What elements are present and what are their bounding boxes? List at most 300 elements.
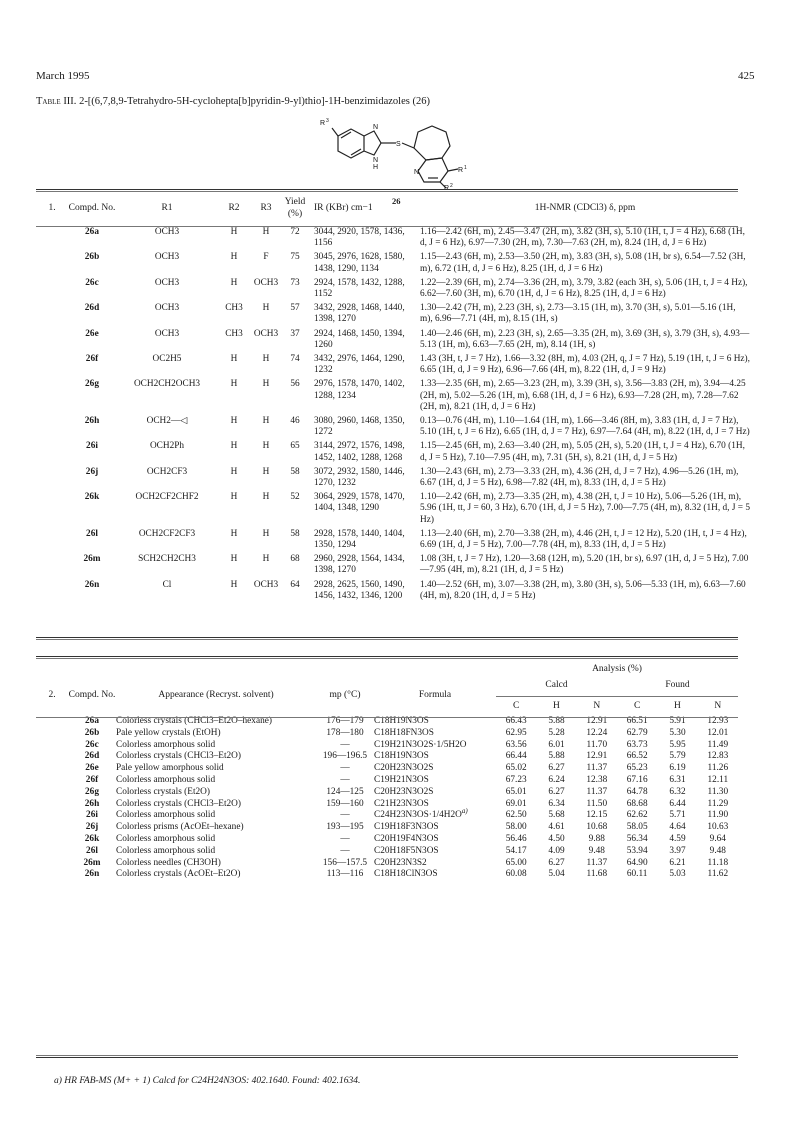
found-h: 5.95 bbox=[669, 739, 686, 750]
col-found: Found bbox=[617, 674, 738, 696]
row-spacer bbox=[36, 528, 68, 553]
table-row bbox=[36, 440, 754, 465]
r2-value: H bbox=[230, 227, 238, 237]
compound-number: 26 bbox=[392, 196, 401, 206]
cycloheptane-ring bbox=[414, 126, 450, 160]
calcd-n: 11.50 bbox=[586, 798, 608, 809]
r2-value: H bbox=[230, 416, 238, 427]
row-spacer bbox=[36, 553, 68, 578]
calcd-c: 62.95 bbox=[505, 727, 527, 738]
compound-no: 26h bbox=[84, 798, 100, 809]
nmr-table-body bbox=[36, 226, 754, 604]
found-n: 11.18 bbox=[707, 857, 729, 868]
calcd-n: 9.48 bbox=[588, 845, 605, 856]
r2-value: H bbox=[230, 441, 238, 452]
r3-value: H bbox=[262, 379, 270, 390]
yield-value: 74 bbox=[290, 354, 300, 365]
col-calcd-n: N bbox=[593, 701, 601, 712]
calcd-c: 65.02 bbox=[505, 763, 527, 774]
found-h: 5.30 bbox=[669, 727, 686, 738]
found-n: 11.62 bbox=[707, 869, 729, 880]
row-spacer bbox=[36, 277, 68, 302]
r1-value: OCH2—◁ bbox=[146, 416, 188, 427]
compound-no: 26j bbox=[85, 466, 99, 477]
r3-value: OCH3 bbox=[253, 277, 279, 288]
ir-value: 3432, 2928, 1468, 1440, 1398, 1270 bbox=[314, 303, 405, 325]
svg-text:2: 2 bbox=[450, 183, 453, 189]
compound-no: 26l bbox=[86, 528, 98, 539]
compound-no: 26e bbox=[85, 328, 99, 339]
row-spacer bbox=[36, 763, 68, 775]
r3-value: H bbox=[262, 354, 270, 365]
appearance-value: Pale yellow amorphous solid bbox=[116, 763, 224, 774]
col-mp: mp (°C) bbox=[329, 690, 361, 700]
ir-value: 2924, 1578, 1432, 1288, 1152 bbox=[314, 277, 405, 300]
row-spacer bbox=[36, 226, 68, 251]
yield-value: 46 bbox=[290, 416, 300, 427]
found-h: 6.19 bbox=[669, 763, 686, 774]
nmr-value: 1.15—2.45 (6H, m), 2.63—3.40 (2H, m), 5.05 (2H, s), 5.20 (1H, t, J = 4 Hz), 6.70 (1H, d, J = 5 Hz), 7.10—7.95 (4H, m), 7.31 (5H, s), 8.21 (1H, d, J = 5 Hz) bbox=[420, 441, 745, 463]
col-found-n: N bbox=[714, 701, 722, 712]
yield-value: 56 bbox=[290, 379, 300, 390]
top-rule bbox=[36, 189, 738, 190]
calcd-h: 6.01 bbox=[548, 739, 565, 750]
r2-value: H bbox=[230, 554, 238, 565]
table-row bbox=[36, 553, 754, 578]
nmr-value: 1.10—2.42 (6H, m), 2.73—3.35 (2H, m), 4.38 (2H, t, J = 10 Hz), 5.06—5.26 (1H, m), 5.96 (1H, tt, J = 60, 3 Hz), 6.70 (1H, d, J = 5 Hz), 7.00—7.75 (4H, m), 8.32 (1H, d, J = 5 Hz) bbox=[420, 492, 750, 525]
running-header-date: March 1995 bbox=[36, 70, 90, 82]
calcd-c: 63.56 bbox=[505, 739, 527, 750]
r1-value: OCH2CF3 bbox=[146, 466, 188, 477]
calcd-c: 66.44 bbox=[505, 751, 527, 762]
found-c: 67.16 bbox=[626, 774, 648, 785]
nmr-value: 1.08 (3H, t, J = 7 Hz), 1.20—3.68 (12H, m), 5.20 (1H, br s), 6.97 (1H, d, J = 5 Hz), 7.00—7.95 (4H, m), 8.21 (1H, d, J = 5 Hz) bbox=[420, 554, 749, 576]
svg-text:N: N bbox=[414, 169, 420, 176]
r1-value: OCH2CH2OCH3 bbox=[133, 379, 201, 390]
row-spacer bbox=[36, 787, 68, 799]
calcd-h: 5.88 bbox=[548, 716, 565, 726]
calcd-h: 5.04 bbox=[548, 869, 565, 880]
r2-value: H bbox=[230, 277, 238, 288]
col-nmr: 1H-NMR (CDCl3) δ, ppm bbox=[534, 202, 636, 213]
found-c: 62.62 bbox=[626, 810, 648, 821]
calcd-h: 6.34 bbox=[548, 798, 565, 809]
found-n: 11.90 bbox=[707, 810, 729, 821]
row-spacer bbox=[36, 869, 68, 881]
svg-text:R: R bbox=[444, 185, 450, 190]
mp-value: 178—180 bbox=[326, 727, 364, 738]
row-spacer bbox=[36, 328, 68, 353]
formula-value: C21H23N3OS bbox=[374, 798, 429, 809]
row-spacer bbox=[36, 799, 68, 811]
r2-value: CH3 bbox=[225, 303, 243, 314]
row-spacer bbox=[36, 846, 68, 858]
calcd-n: 11.37 bbox=[586, 857, 608, 868]
table2-top-rule-thin bbox=[36, 658, 738, 659]
calcd-h: 6.27 bbox=[548, 786, 565, 797]
col-ir: IR (KBr) cm−1 bbox=[314, 202, 373, 213]
table1-bottom-rule-thin bbox=[36, 639, 738, 640]
svg-text:N: N bbox=[373, 157, 379, 164]
r1-value: OCH3 bbox=[154, 328, 180, 339]
r2-value: H bbox=[230, 579, 238, 590]
analysis-table bbox=[36, 660, 738, 881]
col-found-h: H bbox=[674, 701, 681, 712]
col-r3: R3 bbox=[260, 202, 272, 213]
table-row bbox=[36, 251, 754, 276]
table-row bbox=[36, 579, 754, 604]
compound-no: 26b bbox=[84, 252, 100, 263]
found-c: 64.78 bbox=[626, 786, 648, 797]
ir-value: 3432, 2976, 1464, 1290, 1232 bbox=[314, 354, 405, 376]
r2-value: H bbox=[230, 252, 238, 263]
row-spacer bbox=[36, 302, 68, 327]
nmr-value: 1.13—2.40 (6H, m), 2.70—3.38 (2H, m), 4.46 (2H, t, J = 12 Hz), 5.20 (1H, t, J = 4 Hz), 6.69 (1H, d, J = 5 Hz), 7.00—7.78 (4H, m), 8.33 (1H, d, J = 5 Hz) bbox=[420, 528, 747, 551]
table-row bbox=[36, 740, 738, 752]
yield-value: 37 bbox=[290, 328, 300, 339]
appearance-value: Colorless amorphous solid bbox=[116, 810, 216, 821]
compound-no: 26d bbox=[84, 751, 100, 762]
calcd-n: 12.91 bbox=[586, 751, 608, 762]
mp-value: 113—116 bbox=[326, 869, 364, 880]
r3-value: H bbox=[262, 554, 270, 565]
row-spacer bbox=[36, 491, 68, 528]
row-spacer bbox=[36, 775, 68, 787]
col-calcd-c: C bbox=[512, 701, 520, 712]
compound-no: 26f bbox=[85, 774, 99, 785]
row-spacer bbox=[36, 353, 68, 378]
r3-value: OCH3 bbox=[253, 579, 279, 590]
compound-no: 26a bbox=[85, 716, 99, 726]
mp-value: — bbox=[340, 774, 350, 785]
r1-value: OCH3 bbox=[154, 277, 180, 288]
yield-value: 57 bbox=[290, 303, 300, 314]
compound-no: 26n bbox=[84, 579, 100, 590]
calcd-n: 11.70 bbox=[586, 739, 608, 750]
appearance-value: Colorless crystals (CHCl3–Et2O–hexane) bbox=[116, 716, 272, 726]
calcd-c: 62.50 bbox=[505, 810, 527, 821]
found-c: 56.34 bbox=[626, 833, 648, 844]
ir-value: 3064, 2929, 1578, 1470, 1404, 1348, 1290 bbox=[314, 492, 405, 514]
svg-text:R: R bbox=[458, 167, 464, 174]
calcd-h: 4.50 bbox=[548, 833, 565, 844]
ir-value: 3044, 2920, 1578, 1436, 1156 bbox=[314, 227, 405, 249]
formula-value: C20H23N3O2S bbox=[374, 763, 434, 774]
compound-no: 26k bbox=[84, 492, 100, 503]
mp-value: — bbox=[340, 810, 350, 821]
appearance-value: Colorless crystals (CHCl3–Et2O) bbox=[116, 798, 241, 809]
formula-value: C20H23N3O2S bbox=[374, 786, 434, 797]
found-n: 9.48 bbox=[709, 845, 726, 856]
compound-no: 26j bbox=[85, 822, 99, 833]
benzene-ring bbox=[338, 129, 364, 158]
calcd-h: 4.09 bbox=[548, 845, 565, 856]
row-spacer bbox=[36, 728, 68, 740]
compound-no: 26m bbox=[83, 554, 101, 565]
found-h: 6.31 bbox=[669, 774, 686, 785]
found-h: 6.32 bbox=[669, 786, 686, 797]
formula-value: C20H18F5N3OS bbox=[374, 845, 439, 856]
table2-header-rule bbox=[36, 717, 738, 718]
appearance-value: Colorless amorphous solid bbox=[116, 774, 216, 785]
ir-value: 3080, 2960, 1468, 1350, 1272 bbox=[314, 416, 405, 438]
mp-value: — bbox=[340, 763, 350, 774]
yield-value: 65 bbox=[290, 441, 300, 452]
svg-text:R: R bbox=[320, 120, 326, 127]
found-n: 12.93 bbox=[707, 716, 729, 726]
svg-text:N: N bbox=[373, 124, 379, 131]
formula-value: C19H18F3N3OS bbox=[374, 822, 439, 833]
compound-no: 26i bbox=[86, 441, 98, 452]
table-row bbox=[36, 787, 738, 799]
compound-no: 26k bbox=[84, 833, 100, 844]
calcd-n: 12.91 bbox=[586, 716, 608, 726]
compound-no: 26i bbox=[86, 810, 98, 821]
found-n: 12.11 bbox=[707, 774, 729, 785]
mp-value: — bbox=[340, 845, 350, 856]
calcd-h: 5.28 bbox=[548, 727, 565, 738]
r3-value: F bbox=[263, 252, 269, 263]
table-row bbox=[36, 466, 754, 491]
found-h: 6.44 bbox=[669, 798, 686, 809]
row-spacer bbox=[36, 466, 68, 491]
found-c: 63.73 bbox=[626, 739, 648, 750]
mp-value: 176—179 bbox=[326, 716, 364, 726]
appearance-value: Colorless amorphous solid bbox=[116, 833, 216, 844]
r3-value: H bbox=[262, 227, 270, 237]
table-row bbox=[36, 810, 738, 822]
chemical-structure bbox=[318, 116, 478, 190]
compound-no: 26c bbox=[85, 739, 99, 750]
r3-value: H bbox=[262, 441, 270, 452]
found-h: 4.59 bbox=[669, 833, 686, 844]
ir-value: 3072, 2932, 1580, 1446, 1270, 1232 bbox=[314, 466, 405, 489]
table-row bbox=[36, 353, 754, 378]
svg-text:1: 1 bbox=[464, 165, 467, 171]
col-compd-no-2: Compd. No. bbox=[68, 690, 116, 700]
appearance-value: Colorless crystals (Et2O) bbox=[116, 786, 210, 797]
table-row bbox=[36, 751, 738, 763]
row-spacer bbox=[36, 579, 68, 604]
formula-value: C19H21N3OS bbox=[374, 774, 429, 785]
row-spacer bbox=[36, 810, 68, 822]
row-spacer bbox=[36, 378, 68, 415]
yield-value: 75 bbox=[290, 252, 300, 263]
found-c: 58.05 bbox=[626, 822, 648, 833]
nmr-value: 1.33—2.35 (6H, m), 2.65—3.23 (2H, m), 3.39 (3H, s), 3.56—3.83 (2H, m), 3.94—4.25 (2H, m), 5.02—5.26 (1H, m), 6.68 (1H, d, J = 6 Hz), 6.93—7.28 (2H, m), 7.28—7.62 (2H, m), 8.21 (1H, d, J = 6 Hz) bbox=[420, 379, 746, 412]
r3-value: H bbox=[262, 528, 270, 539]
yield-value: 73 bbox=[290, 277, 300, 288]
table2-bottom-rule-thin bbox=[36, 1055, 738, 1056]
formula-value: C20H23N3S2 bbox=[374, 857, 427, 868]
calcd-c: 69.01 bbox=[505, 798, 527, 809]
yield-value: 58 bbox=[290, 528, 300, 539]
found-c: 60.11 bbox=[626, 869, 648, 880]
appearance-value: Colorless needles (CH3OH) bbox=[116, 857, 221, 868]
col-calcd-h: H bbox=[553, 701, 560, 712]
table-row bbox=[36, 302, 754, 327]
footnote-marker: a) bbox=[461, 807, 468, 816]
appearance-value: Colorless crystals (CHCl3–Et2O) bbox=[116, 751, 241, 762]
col-compd-no: Compd. No. bbox=[68, 202, 116, 213]
found-n: 11.29 bbox=[707, 798, 729, 809]
header-rule bbox=[36, 226, 738, 227]
nmr-value: 1.40—2.46 (6H, m), 2.23 (3H, s), 2.65—3.35 (2H, m), 3.69 (3H, s), 3.79 (3H, s), 4.93—5.13 (1H, m), 6.63—7.65 (2H, m), 8.14 (1H, s) bbox=[420, 328, 750, 350]
mp-value: 193—195 bbox=[326, 822, 364, 833]
calcd-n: 12.24 bbox=[586, 727, 608, 738]
appearance-value: Colorless amorphous solid bbox=[116, 845, 216, 856]
found-c: 68.68 bbox=[626, 798, 648, 809]
r3-value: H bbox=[262, 492, 270, 503]
ir-value: 2924, 1468, 1450, 1394, 1260 bbox=[314, 328, 405, 350]
nmr-value: 1.22—2.39 (6H, m), 2.74—3.36 (2H, m), 3.79, 3.82 (each 3H, s), 5.06 (1H, t, J = 4 Hz), 6.62—7.60 (3H, m), 6.70 (1H, d, J = 6 Hz), 8.25 (1H, d, J = 6 Hz) bbox=[420, 277, 748, 300]
table-row bbox=[36, 846, 738, 858]
r1-value: OCH2Ph bbox=[149, 441, 185, 452]
col-r2: R2 bbox=[228, 202, 240, 213]
col-analysis: Analysis (%) bbox=[592, 664, 642, 674]
nmr-value: 1.15—2.43 (6H, m), 2.53—3.50 (2H, m), 3.83 (3H, s), 5.08 (1H, br s), 6.54—7.52 (3H, m), 6.72 (1H, d, J = 6 Hz), 8.25 (1H, d, J = 6 Hz) bbox=[420, 252, 746, 274]
calcd-h: 6.24 bbox=[548, 774, 565, 785]
table-row bbox=[36, 799, 738, 811]
calcd-n: 11.68 bbox=[586, 869, 608, 880]
svg-text:S: S bbox=[396, 141, 401, 148]
found-h: 4.64 bbox=[669, 822, 686, 833]
table-row bbox=[36, 528, 754, 553]
formula-text: C24H23N3OS·1/4H2O bbox=[374, 810, 462, 821]
found-n: 11.30 bbox=[707, 786, 729, 797]
footnote: a) HR FAB-MS (M+ + 1) Calcd for C24H24N3OS: 402.1640. Found: 402.1634. bbox=[54, 1076, 361, 1086]
ir-value: 2928, 2625, 1560, 1490, 1456, 1432, 1346, 1200 bbox=[314, 579, 405, 601]
mp-value: 196—196.5 bbox=[322, 751, 368, 762]
calcd-n: 11.37 bbox=[586, 763, 608, 774]
table-row bbox=[36, 822, 738, 834]
yield-value: 58 bbox=[290, 466, 300, 477]
mp-value: — bbox=[340, 833, 350, 844]
table-caption bbox=[36, 96, 430, 107]
found-c: 66.51 bbox=[626, 716, 648, 726]
r3-value: H bbox=[262, 303, 270, 314]
r3-value: H bbox=[262, 466, 270, 477]
table-title: 2-[(6,7,8,9-Tetrahydro-5H-cyclohepta[b]pyridin-9-yl)thio]-1H-benzimidazoles (26) bbox=[79, 96, 430, 107]
found-n: 11.26 bbox=[707, 763, 729, 774]
mp-value: 159—160 bbox=[326, 798, 364, 809]
found-c: 66.52 bbox=[626, 751, 648, 762]
calcd-c: 65.01 bbox=[505, 786, 527, 797]
r1-value: OCH2CF2CHF2 bbox=[135, 492, 199, 503]
compound-no: 26c bbox=[85, 277, 99, 288]
compound-no: 26m bbox=[83, 857, 101, 868]
calcd-c: 56.46 bbox=[505, 833, 527, 844]
calcd-n: 11.37 bbox=[586, 786, 608, 797]
r2-value: H bbox=[230, 466, 238, 477]
formula-value: C20H19F4N3OS bbox=[374, 833, 439, 844]
ir-value: 2928, 1578, 1440, 1404, 1350, 1294 bbox=[314, 528, 405, 551]
found-n: 9.64 bbox=[709, 833, 726, 844]
yield-value: 52 bbox=[290, 492, 300, 503]
calcd-h: 5.88 bbox=[548, 751, 565, 762]
table-row bbox=[36, 869, 738, 881]
calcd-n: 9.88 bbox=[588, 833, 605, 844]
col-formula: Formula bbox=[418, 690, 452, 700]
calcd-h: 4.61 bbox=[548, 822, 565, 833]
found-n: 12.01 bbox=[707, 727, 729, 738]
compound-no: 26g bbox=[85, 786, 99, 797]
calcd-c: 60.08 bbox=[505, 869, 527, 880]
yield-value: 72 bbox=[290, 227, 300, 237]
found-h: 5.71 bbox=[669, 810, 686, 821]
table2-top-rule bbox=[36, 656, 738, 657]
row-spacer bbox=[36, 822, 68, 834]
imidazole-ring bbox=[364, 131, 381, 155]
r2-value: H bbox=[230, 379, 238, 390]
calcd-n: 12.15 bbox=[586, 810, 608, 821]
r1-value: OCH3 bbox=[154, 227, 180, 237]
table-row bbox=[36, 763, 738, 775]
table-row bbox=[36, 328, 754, 353]
found-c: 65.23 bbox=[626, 763, 648, 774]
appearance-value: Colorless amorphous solid bbox=[116, 739, 216, 750]
row-spacer bbox=[36, 751, 68, 763]
r2-value: H bbox=[230, 354, 238, 365]
calcd-c: 58.00 bbox=[505, 822, 527, 833]
calcd-c: 67.23 bbox=[505, 774, 527, 785]
compound-no: 26d bbox=[84, 303, 100, 314]
found-c: 53.94 bbox=[626, 845, 648, 856]
nmr-value: 1.30—2.42 (7H, m), 2.23 (3H, s), 2.73—3.15 (1H, m), 3.70 (3H, s), 5.01—5.16 (1H, m), 6.96—7.71 (4H, m), 8.15 (1H, s) bbox=[420, 303, 736, 325]
r3-value: H bbox=[262, 416, 270, 427]
found-h: 5.91 bbox=[669, 716, 686, 726]
row-spacer bbox=[36, 740, 68, 752]
found-c: 64.90 bbox=[626, 857, 648, 868]
mp-value: 156—157.5 bbox=[322, 857, 368, 868]
calcd-c: 65.00 bbox=[505, 857, 527, 868]
found-h: 3.97 bbox=[669, 845, 686, 856]
calcd-h: 5.68 bbox=[548, 810, 565, 821]
section-number: 1. bbox=[48, 202, 56, 213]
compound-no: 26e bbox=[85, 763, 99, 774]
table-row bbox=[36, 277, 754, 302]
col-yield: Yield (%) bbox=[284, 197, 306, 219]
col-found-c: C bbox=[633, 701, 641, 712]
col-appearance: Appearance (Recryst. solvent) bbox=[158, 690, 274, 700]
found-n: 10.63 bbox=[707, 822, 729, 833]
r1-value: OC2H5 bbox=[152, 354, 182, 365]
compound-no: 26b bbox=[84, 727, 100, 738]
formula-value: C18H19N3OS bbox=[374, 716, 429, 726]
mp-value: 124—125 bbox=[326, 786, 364, 797]
table-row bbox=[36, 491, 754, 528]
r1-value: OCH3 bbox=[154, 252, 180, 263]
ir-value: 3144, 2972, 1576, 1498, 1452, 1402, 1288, 1268 bbox=[314, 441, 405, 463]
calcd-c: 54.17 bbox=[505, 845, 527, 856]
row-spacer bbox=[36, 834, 68, 846]
compound-no: 26a bbox=[85, 227, 99, 237]
table-row bbox=[36, 415, 754, 440]
nmr-value: 1.16—2.42 (6H, m), 2.45—3.47 (2H, m), 3.82 (3H, s), 5.10 (1H, t, J = 4 Hz), 6.68 (1H, d, J = 6 Hz), 6.97—7.30 (2H, m), 7.30—7.63 (2H, m), 8.24 (1H, d, J = 6 Hz) bbox=[420, 227, 745, 249]
row-spacer bbox=[36, 415, 68, 440]
ir-value: 2976, 1578, 1470, 1402, 1288, 1234 bbox=[314, 379, 405, 401]
calcd-h: 6.27 bbox=[548, 857, 565, 868]
table-row bbox=[36, 226, 754, 251]
r1-value: OCH2CF2CF3 bbox=[138, 528, 196, 539]
formula-value: C19H21N3O2S·1/5H2O bbox=[374, 739, 467, 750]
compound-no: 26n bbox=[84, 869, 100, 880]
table-row bbox=[36, 858, 738, 870]
row-spacer bbox=[36, 440, 68, 465]
r1-value: SCH2CH2CH3 bbox=[138, 554, 196, 565]
table-row bbox=[36, 834, 738, 846]
found-h: 5.79 bbox=[669, 751, 686, 762]
